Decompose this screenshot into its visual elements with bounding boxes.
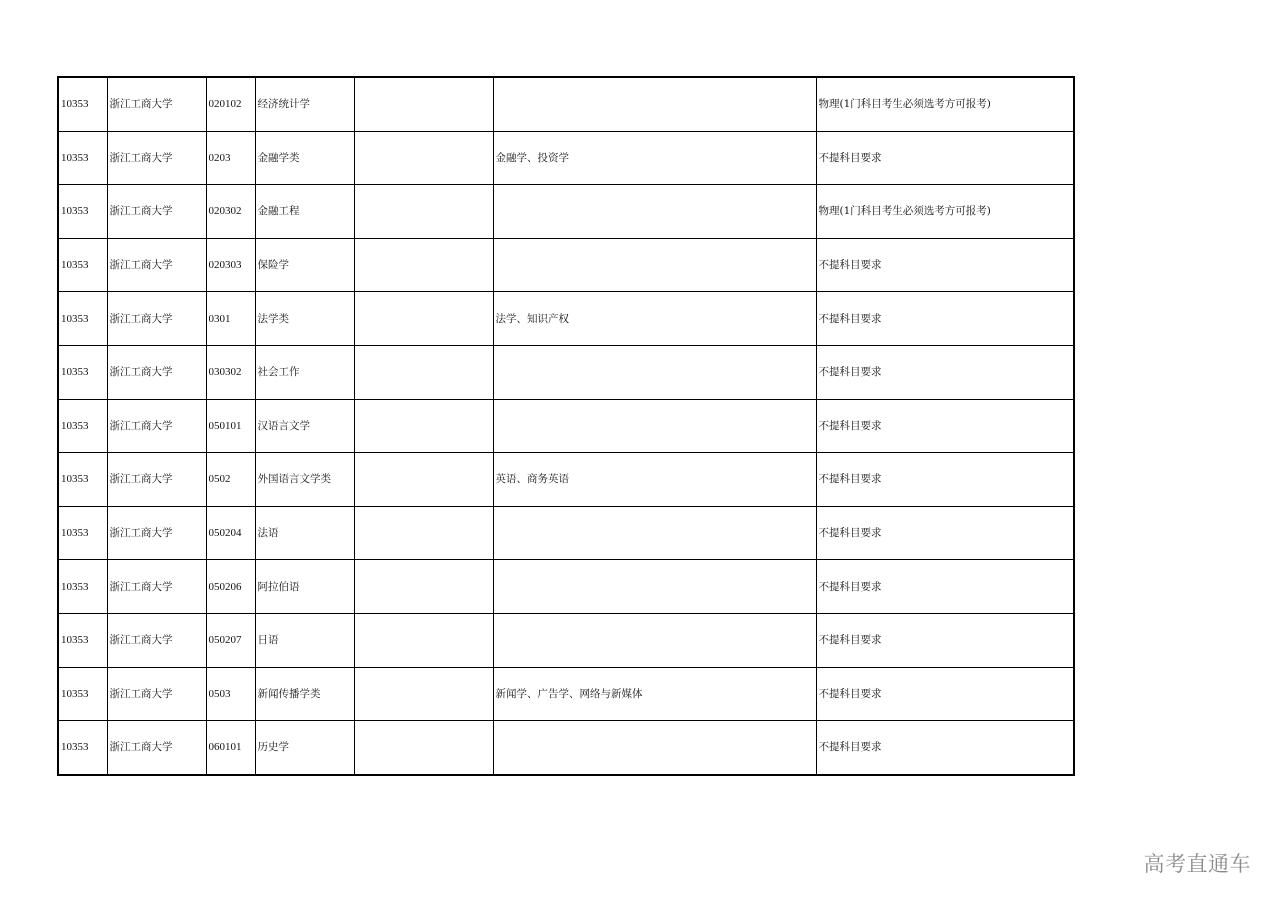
subject-requirement-cell: 不提科目要求 bbox=[816, 453, 1074, 507]
subject-requirement-cell: 不提科目要求 bbox=[816, 721, 1074, 775]
note-cell bbox=[354, 721, 493, 775]
school-name-cell: 浙江工商大学 bbox=[107, 185, 206, 239]
table-row bbox=[58, 506, 1074, 560]
school-code-cell: 10353 bbox=[58, 131, 107, 185]
school-name-cell: 浙江工商大学 bbox=[107, 613, 206, 667]
major-name-cell: 外国语言文学类 bbox=[255, 453, 354, 507]
major-name-cell: 阿拉伯语 bbox=[255, 560, 354, 614]
school-code-cell: 10353 bbox=[58, 613, 107, 667]
school-code-cell: 10353 bbox=[58, 399, 107, 453]
school-name-cell: 浙江工商大学 bbox=[107, 399, 206, 453]
major-name-cell: 保险学 bbox=[255, 238, 354, 292]
school-code-cell: 10353 bbox=[58, 238, 107, 292]
school-code-cell: 10353 bbox=[58, 506, 107, 560]
school-name-cell: 浙江工商大学 bbox=[107, 292, 206, 346]
table-row bbox=[58, 453, 1074, 507]
major-code-cell: 020302 bbox=[206, 185, 255, 239]
table-body bbox=[58, 77, 1074, 775]
table-row bbox=[58, 77, 1074, 131]
school-name-cell: 浙江工商大学 bbox=[107, 131, 206, 185]
school-code-cell: 10353 bbox=[58, 185, 107, 239]
school-name-cell: 浙江工商大学 bbox=[107, 560, 206, 614]
included-majors-cell: 金融学、投资学 bbox=[493, 131, 816, 185]
note-cell bbox=[354, 506, 493, 560]
table-row bbox=[58, 131, 1074, 185]
table-row bbox=[58, 560, 1074, 614]
included-majors-cell: 法学、知识产权 bbox=[493, 292, 816, 346]
included-majors-cell bbox=[493, 399, 816, 453]
note-cell bbox=[354, 185, 493, 239]
school-name-cell: 浙江工商大学 bbox=[107, 77, 206, 131]
note-cell bbox=[354, 560, 493, 614]
note-cell bbox=[354, 453, 493, 507]
note-cell bbox=[354, 131, 493, 185]
major-code-cell: 030302 bbox=[206, 345, 255, 399]
included-majors-cell bbox=[493, 77, 816, 131]
school-code-cell: 10353 bbox=[58, 560, 107, 614]
major-code-cell: 020102 bbox=[206, 77, 255, 131]
included-majors-cell bbox=[493, 185, 816, 239]
included-majors-cell bbox=[493, 345, 816, 399]
subject-requirement-cell: 不提科目要求 bbox=[816, 131, 1074, 185]
major-name-cell: 金融工程 bbox=[255, 185, 354, 239]
subject-requirement-cell: 物理(1门科目考生必须选考方可报考) bbox=[816, 185, 1074, 239]
major-name-cell: 汉语言文学 bbox=[255, 399, 354, 453]
table-row bbox=[58, 399, 1074, 453]
major-name-cell: 经济统计学 bbox=[255, 77, 354, 131]
note-cell bbox=[354, 345, 493, 399]
included-majors-cell bbox=[493, 560, 816, 614]
major-name-cell: 社会工作 bbox=[255, 345, 354, 399]
note-cell bbox=[354, 399, 493, 453]
table-row bbox=[58, 721, 1074, 775]
subject-requirement-cell: 不提科目要求 bbox=[816, 613, 1074, 667]
school-code-cell: 10353 bbox=[58, 721, 107, 775]
subject-requirement-cell: 不提科目要求 bbox=[816, 292, 1074, 346]
table-row bbox=[58, 613, 1074, 667]
major-code-cell: 050101 bbox=[206, 399, 255, 453]
major-name-cell: 金融学类 bbox=[255, 131, 354, 185]
note-cell bbox=[354, 667, 493, 721]
subject-requirement-cell: 不提科目要求 bbox=[816, 560, 1074, 614]
major-code-cell: 050207 bbox=[206, 613, 255, 667]
table-row bbox=[58, 667, 1074, 721]
subject-requirement-cell: 不提科目要求 bbox=[816, 506, 1074, 560]
note-cell bbox=[354, 292, 493, 346]
major-name-cell: 新闻传播学类 bbox=[255, 667, 354, 721]
subject-requirement-cell: 不提科目要求 bbox=[816, 399, 1074, 453]
major-name-cell: 历史学 bbox=[255, 721, 354, 775]
note-cell bbox=[354, 238, 493, 292]
school-name-cell: 浙江工商大学 bbox=[107, 506, 206, 560]
note-cell bbox=[354, 77, 493, 131]
major-code-cell: 050204 bbox=[206, 506, 255, 560]
major-name-cell: 日语 bbox=[255, 613, 354, 667]
major-code-cell: 050206 bbox=[206, 560, 255, 614]
school-code-cell: 10353 bbox=[58, 453, 107, 507]
admission-table bbox=[57, 76, 1075, 776]
major-code-cell: 060101 bbox=[206, 721, 255, 775]
subject-requirement-cell: 不提科目要求 bbox=[816, 238, 1074, 292]
school-code-cell: 10353 bbox=[58, 345, 107, 399]
subject-requirement-cell: 不提科目要求 bbox=[816, 345, 1074, 399]
table-row bbox=[58, 238, 1074, 292]
table-row bbox=[58, 185, 1074, 239]
school-name-cell: 浙江工商大学 bbox=[107, 238, 206, 292]
major-name-cell: 法语 bbox=[255, 506, 354, 560]
subject-requirement-cell: 不提科目要求 bbox=[816, 667, 1074, 721]
included-majors-cell bbox=[493, 721, 816, 775]
school-code-cell: 10353 bbox=[58, 77, 107, 131]
school-name-cell: 浙江工商大学 bbox=[107, 667, 206, 721]
watermark-text: 高考直通车 bbox=[1143, 852, 1251, 876]
included-majors-cell: 英语、商务英语 bbox=[493, 453, 816, 507]
school-code-cell: 10353 bbox=[58, 667, 107, 721]
included-majors-cell bbox=[493, 613, 816, 667]
note-cell bbox=[354, 613, 493, 667]
major-code-cell: 0301 bbox=[206, 292, 255, 346]
school-name-cell: 浙江工商大学 bbox=[107, 345, 206, 399]
major-code-cell: 0203 bbox=[206, 131, 255, 185]
major-name-cell: 法学类 bbox=[255, 292, 354, 346]
school-name-cell: 浙江工商大学 bbox=[107, 721, 206, 775]
subject-requirement-cell: 物理(1门科目考生必须选考方可报考) bbox=[816, 77, 1074, 131]
major-code-cell: 020303 bbox=[206, 238, 255, 292]
school-name-cell: 浙江工商大学 bbox=[107, 453, 206, 507]
included-majors-cell bbox=[493, 238, 816, 292]
table-row bbox=[58, 345, 1074, 399]
school-code-cell: 10353 bbox=[58, 292, 107, 346]
table-row bbox=[58, 292, 1074, 346]
major-code-cell: 0502 bbox=[206, 453, 255, 507]
included-majors-cell: 新闻学、广告学、网络与新媒体 bbox=[493, 667, 816, 721]
major-code-cell: 0503 bbox=[206, 667, 255, 721]
included-majors-cell bbox=[493, 506, 816, 560]
